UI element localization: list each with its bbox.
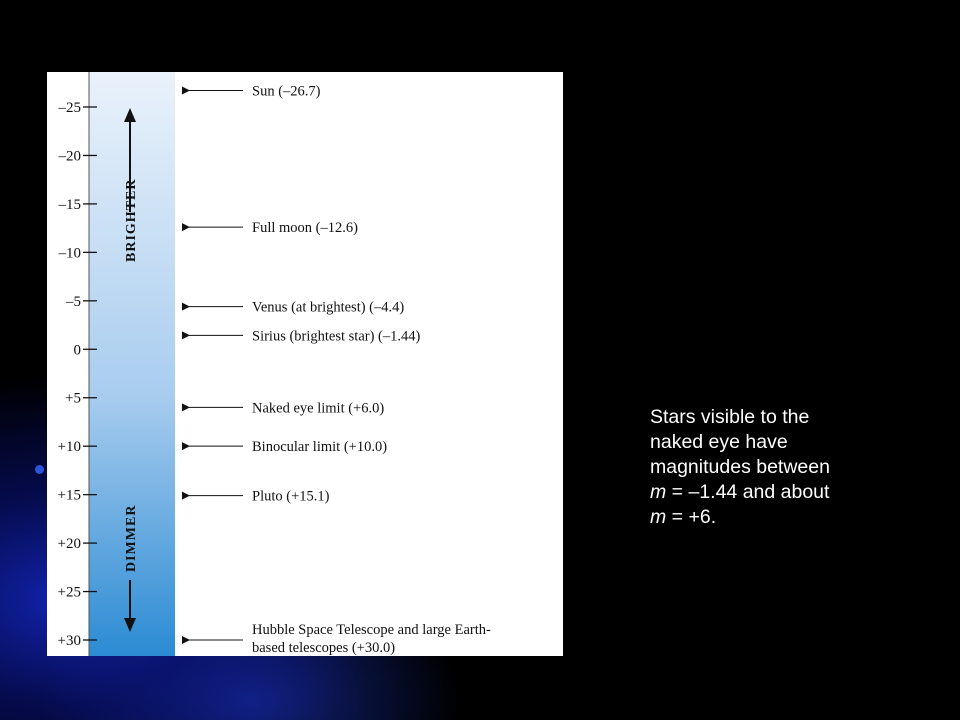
object-label: Venus (at brightest) (–4.4) xyxy=(252,299,405,316)
caption-line-2: naked eye have xyxy=(650,431,788,453)
object-label: Sirius (brightest star) (–1.44) xyxy=(252,328,421,345)
tick-label: –10 xyxy=(58,245,81,262)
tick-label: +25 xyxy=(57,584,81,601)
object-label: Binocular limit (+10.0) xyxy=(252,439,388,456)
tick-label: 0 xyxy=(73,342,81,359)
tick-label: –5 xyxy=(66,293,81,310)
tick-label: +10 xyxy=(57,439,81,456)
magnitude-scale-figure xyxy=(47,72,563,656)
tick-label: –25 xyxy=(58,100,81,116)
object-label: Pluto (+15.1) xyxy=(252,488,330,505)
object-label: Sun (–26.7) xyxy=(252,83,321,100)
tick-label: –15 xyxy=(58,196,81,213)
brighter-label: BRIGHTER xyxy=(124,178,139,262)
tick-label: +15 xyxy=(57,487,81,504)
caption-line-5 xyxy=(650,505,900,530)
object-markers xyxy=(189,84,491,656)
caption-part-4: = –1.44 and about xyxy=(666,481,830,503)
caption-m-symbol-2: m xyxy=(650,506,667,528)
object-label: Hubble Space Telescope and large Earth- xyxy=(252,622,491,638)
bullet-dot xyxy=(35,465,44,474)
dimmer-label: DIMMER xyxy=(124,504,139,572)
tick-label: +5 xyxy=(65,390,81,407)
caption-m-symbol-1: m xyxy=(650,481,667,503)
tick-label: +20 xyxy=(57,536,81,553)
object-label: Naked eye limit (+6.0) xyxy=(252,400,385,417)
magnitude-scale-svg xyxy=(47,72,563,656)
caption-line-4 xyxy=(650,480,900,505)
caption-text xyxy=(650,405,900,530)
object-label: Full moon (–12.6) xyxy=(252,220,358,237)
caption-line-3: magnitudes between xyxy=(650,456,830,478)
tick-label: –20 xyxy=(58,148,81,165)
caption-line-1: Stars visible to the xyxy=(650,406,810,428)
caption-part-5: = +6. xyxy=(666,506,717,528)
tick-label: +30 xyxy=(57,633,81,649)
object-label-continued: based telescopes (+30.0) xyxy=(252,640,396,656)
